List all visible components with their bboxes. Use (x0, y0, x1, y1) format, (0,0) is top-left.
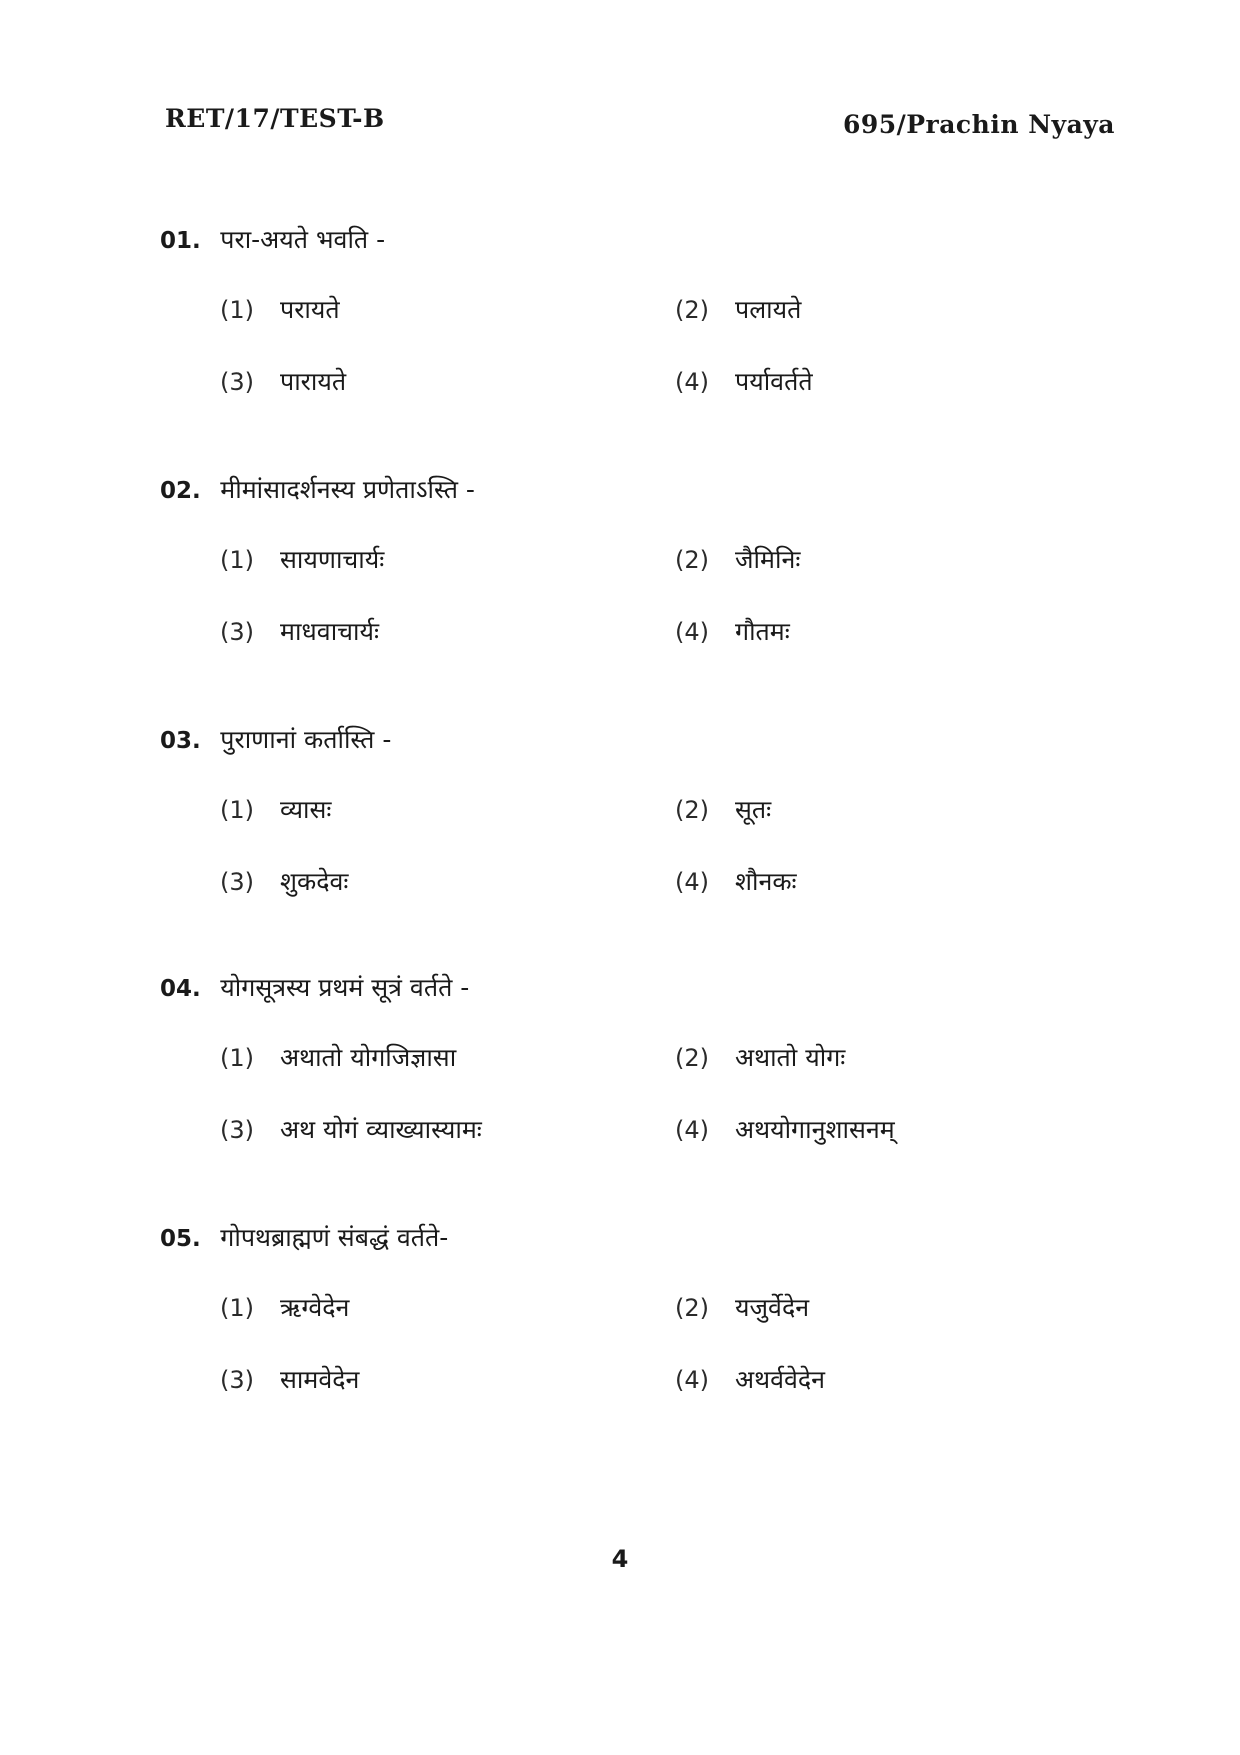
option-number: (2) (675, 1294, 709, 1322)
option-number: (4) (675, 368, 709, 396)
option-text: अथातो योगजिज्ञासा (280, 1043, 457, 1072)
option-4 (675, 612, 790, 652)
option-number: (3) (220, 368, 254, 396)
question-4 (160, 968, 1120, 1144)
subject-code: 695/Prachin Nyaya (842, 110, 1115, 139)
option-4 (675, 862, 797, 902)
question-text: पुराणानां कर्तास्ति - (220, 725, 392, 754)
question-3 (160, 720, 1120, 896)
option-number: (3) (220, 1366, 254, 1394)
option-number: (4) (675, 868, 709, 896)
option-4 (675, 1110, 895, 1150)
option-number: (1) (220, 796, 254, 824)
option-text: पलायते (735, 295, 802, 324)
question-stem (160, 968, 1120, 1008)
option-2 (675, 540, 800, 580)
option-number: (1) (220, 1044, 254, 1072)
question-number: 01. (160, 228, 201, 254)
question-text: गोपथब्राह्मणं संबद्धं वर्तते- (220, 1223, 449, 1252)
option-text: व्यासः (280, 795, 332, 824)
option-text: माधवाचार्यः (280, 617, 380, 646)
option-1 (220, 540, 384, 580)
question-number: 05. (160, 1226, 201, 1252)
option-number: (2) (675, 296, 709, 324)
option-text: अथयोगानुशासनम् (735, 1115, 895, 1144)
option-number: (4) (675, 1366, 709, 1394)
option-1 (220, 1038, 456, 1078)
question-stem (160, 220, 1120, 260)
page-number: 4 (611, 1545, 629, 1573)
option-text: परायते (280, 295, 340, 324)
option-2 (675, 790, 771, 830)
option-text: पारायते (280, 367, 347, 396)
option-4 (675, 362, 813, 402)
option-text: गौतमः (735, 617, 790, 646)
question-text: मीमांसादर्शनस्य प्रणेताऽस्ति - (220, 475, 475, 504)
option-1 (220, 290, 340, 330)
option-2 (675, 290, 801, 330)
option-text: जैमिनिः (735, 545, 801, 574)
option-text: ऋग्वेदेन (280, 1293, 350, 1322)
question-number: 04. (160, 976, 201, 1002)
option-number: (4) (675, 618, 709, 646)
option-3 (220, 1110, 482, 1150)
option-text: यजुर्वेदेन (735, 1293, 810, 1322)
option-text: अथ योगं व्याख्यास्यामः (280, 1115, 482, 1144)
option-number: (1) (220, 1294, 254, 1322)
option-text: शौनकः (735, 867, 797, 896)
option-3 (220, 862, 348, 902)
option-text: अथर्ववेदेन (735, 1365, 826, 1394)
option-number: (4) (675, 1116, 709, 1144)
option-number: (1) (220, 546, 254, 574)
option-1 (220, 790, 331, 830)
option-4 (675, 1360, 825, 1400)
question-text: योगसूत्रस्य प्रथमं सूत्रं वर्तते - (220, 973, 470, 1002)
option-2 (675, 1288, 809, 1328)
option-text: सायणाचार्यः (280, 545, 385, 574)
option-text: सूतः (735, 795, 772, 824)
option-3 (220, 362, 346, 402)
question-number: 02. (160, 478, 201, 504)
option-number: (2) (675, 1044, 709, 1072)
paper-code: RET/17/TEST-B (165, 104, 385, 133)
option-text: सामवेदेन (280, 1365, 360, 1394)
option-number: (1) (220, 296, 254, 324)
option-1 (220, 1288, 349, 1328)
option-text: शुकदेवः (280, 867, 349, 896)
question-2 (160, 470, 1120, 646)
question-text: परा-अयते भवति - (220, 225, 386, 254)
option-3 (220, 612, 379, 652)
question-1 (160, 220, 1120, 396)
option-3 (220, 1360, 359, 1400)
option-number: (3) (220, 868, 254, 896)
option-text: पर्यावर्तते (735, 367, 813, 396)
question-stem (160, 1218, 1120, 1258)
option-number: (2) (675, 546, 709, 574)
option-2 (675, 1038, 845, 1078)
option-text: अथातो योगः (735, 1043, 846, 1072)
question-stem (160, 470, 1120, 510)
option-number: (2) (675, 796, 709, 824)
option-number: (3) (220, 1116, 254, 1144)
question-5 (160, 1218, 1120, 1394)
question-number: 03. (160, 728, 201, 754)
option-number: (3) (220, 618, 254, 646)
question-stem (160, 720, 1120, 760)
